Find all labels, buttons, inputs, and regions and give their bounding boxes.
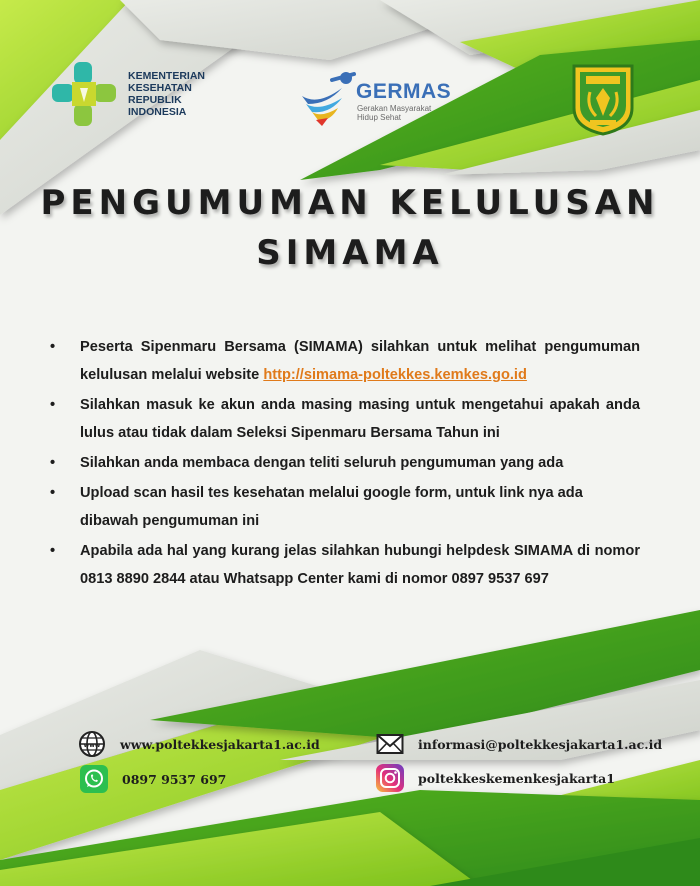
footer-email[interactable] <box>376 730 662 758</box>
list-item: • Peserta Sipenmaru Bersama (SIMAMA) silahkan untuk melihat pengumuman kelulusan melalui website http://simama-poltekkes.kemkes.go.id <box>50 333 640 389</box>
list-item: • Silahkan masuk ke akun anda masing masing untuk mengetahui apakah anda lulus atau tidak dalam Seleksi Sipenmaru Bersama Tahun ini <box>50 391 640 447</box>
list-item: • Apabila ada hal yang kurang jelas silahkan hubungi helpdesk SIMAMA di nomor 0813 8890 2844 atau Whatsapp Center kami di nomor 0897 9537 697 <box>50 537 640 593</box>
title-line-2: SIMAMA <box>256 233 444 273</box>
list-item: • Upload scan hasil tes kesehatan melalui google form, untuk link nya ada dibawah pengumuman ini <box>50 479 590 535</box>
footer-instagram[interactable] <box>376 764 615 792</box>
whatsapp-icon <box>80 765 108 793</box>
email-text: informasi@poltekkesjakarta1.ac.id <box>418 736 663 752</box>
svg-text:www: www <box>83 742 101 749</box>
simama-website-link[interactable]: http://simama-poltekkes.kemkes.go.id <box>263 367 527 383</box>
kemenkes-logo-icon <box>48 58 120 130</box>
germas-logo <box>298 66 468 130</box>
instagram-handle: poltekkeskemenkesjakarta1 <box>418 770 615 786</box>
kemenkes-name: KEMENTERIAN KESEHATAN REPUBLIK INDONESIA <box>128 70 206 118</box>
title-line-1: PENGUMUMAN KELULUSAN <box>40 183 660 223</box>
whatsapp-number: 0897 9537 697 <box>122 771 227 787</box>
germas-tagline: Gerakan Masyarakat Hidup Sehat <box>357 104 432 122</box>
germas-figure-icon <box>298 66 360 128</box>
announcement-list <box>50 333 640 595</box>
instagram-icon <box>376 764 404 792</box>
website-text: www.poltekkesjakarta1.ac.id <box>120 736 320 752</box>
footer-whatsapp[interactable] <box>80 765 226 793</box>
institution-emblem-icon <box>572 64 634 136</box>
kemenkes-logo <box>48 58 218 128</box>
globe-icon <box>78 730 106 758</box>
footer-website[interactable] <box>78 730 320 758</box>
list-item: • Silahkan anda membaca dengan teliti seluruh pengumuman yang ada <box>50 449 640 477</box>
envelope-icon <box>376 730 404 758</box>
germas-title: GERMAS <box>356 80 452 103</box>
page-title <box>0 178 700 278</box>
